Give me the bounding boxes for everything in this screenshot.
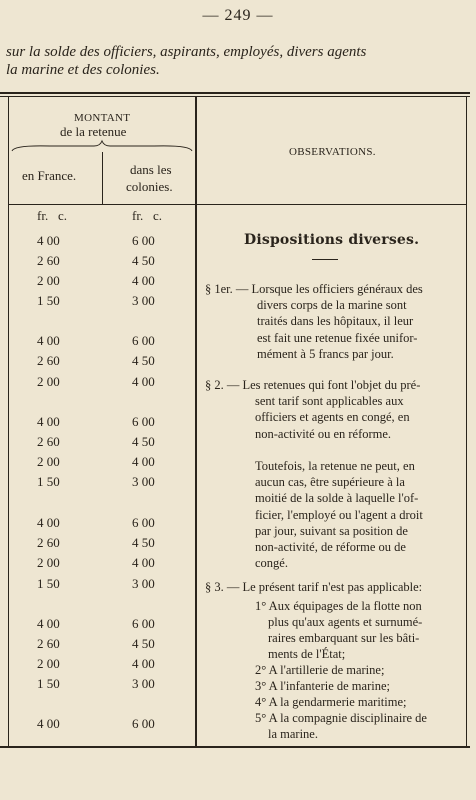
section-3-item: 2° A l'artillerie de marine; xyxy=(255,663,385,677)
section-3-list xyxy=(255,598,427,742)
table-top-rule xyxy=(0,92,470,94)
section-1-line: traités dans les hôpitaux, il leur xyxy=(257,314,414,329)
retenue-label: de la retenue xyxy=(60,124,127,139)
france-value: 1 50 xyxy=(37,293,60,308)
section-3-item: ments de l'État; xyxy=(268,647,346,661)
toutefois-line: ficier, l'employé ou l'agent a droit xyxy=(255,507,423,522)
colonies-value: 4 50 xyxy=(132,253,155,268)
section-2-line: § 2. — Les retenues qui font l'objet du pré- xyxy=(205,378,421,392)
colonies-value: 4 50 xyxy=(132,353,155,368)
section-3-item: 5° A la compagnie disciplinaire de xyxy=(255,711,427,725)
france-value: 2 60 xyxy=(37,253,60,268)
france-value: 4 00 xyxy=(37,716,60,731)
colonies-value: 6 00 xyxy=(132,616,155,631)
colonies-value: 4 00 xyxy=(132,454,155,469)
section-1-line: § 1er. — Lorsque les officiers généraux des xyxy=(205,282,423,296)
column-divider xyxy=(195,96,197,746)
france-value: 2 00 xyxy=(37,454,60,469)
france-value: 2 60 xyxy=(37,535,60,550)
title-rule xyxy=(312,259,338,260)
section-1 xyxy=(205,281,456,362)
france-value: 1 50 xyxy=(37,474,60,489)
france-value: 4 00 xyxy=(37,233,60,248)
right-border xyxy=(466,96,467,746)
section-2 xyxy=(205,377,456,442)
colonies-value: 4 50 xyxy=(132,535,155,550)
france-value: 4 00 xyxy=(37,333,60,348)
colonies-value: 4 00 xyxy=(132,374,155,389)
section-2-line: non-activité ou en réforme. xyxy=(255,426,392,441)
section-3-item: raires embarquant sur les bâti- xyxy=(268,631,420,645)
colonies-value: 6 00 xyxy=(132,414,155,429)
toutefois-line: non-activité, de réforme ou de xyxy=(255,539,406,554)
section-3-item: 3° A l'infanterie de marine; xyxy=(255,679,390,693)
france-value: 2 60 xyxy=(37,636,60,651)
col-colonies-header-1: dans les xyxy=(130,162,172,177)
toutefois-line: congé. xyxy=(255,556,288,571)
section-2-line: sent tarif sont applicables aux xyxy=(255,394,404,409)
section-3-item: 1° Aux équipages de la flotte non xyxy=(255,599,422,613)
header-split xyxy=(102,152,103,204)
colonies-value: 6 00 xyxy=(132,333,155,348)
france-value: 4 00 xyxy=(37,515,60,530)
section-1-line: est fait une retenue fixée unifor- xyxy=(257,330,418,345)
section-3-item: plus qu'aux agents et surnumé- xyxy=(268,615,423,629)
table-bottom-rule xyxy=(0,746,470,748)
colonies-value: 4 50 xyxy=(132,636,155,651)
colonies-value: 6 00 xyxy=(132,716,155,731)
observations-title: Dispositions diverses. xyxy=(244,232,420,248)
france-value: 2 60 xyxy=(37,353,60,368)
toutefois-line: moitié de la solde à laquelle l'of- xyxy=(255,491,419,506)
header-bottom-rule xyxy=(8,204,466,205)
toutefois-line: par jour, suivant sa position de xyxy=(255,523,408,538)
observations-header: OBSERVATIONS. xyxy=(289,146,376,158)
page-number: — 249 — xyxy=(202,7,274,24)
section-3-item: la marine. xyxy=(268,727,318,741)
brace-divider xyxy=(10,139,194,155)
colonies-value: 6 00 xyxy=(132,515,155,530)
colonies-value: 4 00 xyxy=(132,555,155,570)
france-value: 4 00 xyxy=(37,414,60,429)
france-value: 2 60 xyxy=(37,434,60,449)
toutefois-paragraph xyxy=(255,458,456,571)
header-line-2: la marine et des colonies. xyxy=(6,62,160,78)
france-value: 2 00 xyxy=(37,555,60,570)
section-2-line: officiers et agents en congé, en xyxy=(255,410,410,425)
france-value: 1 50 xyxy=(37,676,60,691)
section-3-heading: § 3. — Le présent tarif n'est pas applicable: xyxy=(205,580,423,594)
unit-france: fr. c. xyxy=(37,208,67,223)
france-value: 4 00 xyxy=(37,616,60,631)
col-france-header: en France. xyxy=(22,168,77,183)
montant-label: MONTANT xyxy=(74,112,131,124)
colonies-value: 4 00 xyxy=(132,273,155,288)
colonies-value: 3 00 xyxy=(132,676,155,691)
section-1-line: divers corps de la marine sont xyxy=(257,298,407,313)
colonies-value: 3 00 xyxy=(132,576,155,591)
france-value: 2 00 xyxy=(37,656,60,671)
france-value: 2 00 xyxy=(37,374,60,389)
toutefois-line: aucun cas, être supérieure à la xyxy=(255,475,405,490)
unit-colonies: fr. c. xyxy=(132,208,162,223)
france-value: 2 00 xyxy=(37,273,60,288)
section-1-line: mément à 5 francs par jour. xyxy=(257,346,394,361)
colonies-value: 4 50 xyxy=(132,434,155,449)
left-border xyxy=(8,96,9,746)
section-3-item: 4° A la gendarmerie maritime; xyxy=(255,695,407,709)
toutefois-line: Toutefois, la retenue ne peut, en xyxy=(255,459,415,473)
france-value: 1 50 xyxy=(37,576,60,591)
table-top-rule-thin xyxy=(0,96,470,97)
colonies-value: 4 00 xyxy=(132,656,155,671)
colonies-value: 3 00 xyxy=(132,293,155,308)
header-line-1: sur la solde des officiers, aspirants, employés, divers agents xyxy=(6,44,367,60)
colonies-value: 6 00 xyxy=(132,233,155,248)
col-colonies-header-2: colonies. xyxy=(126,179,173,194)
colonies-value: 3 00 xyxy=(132,474,155,489)
